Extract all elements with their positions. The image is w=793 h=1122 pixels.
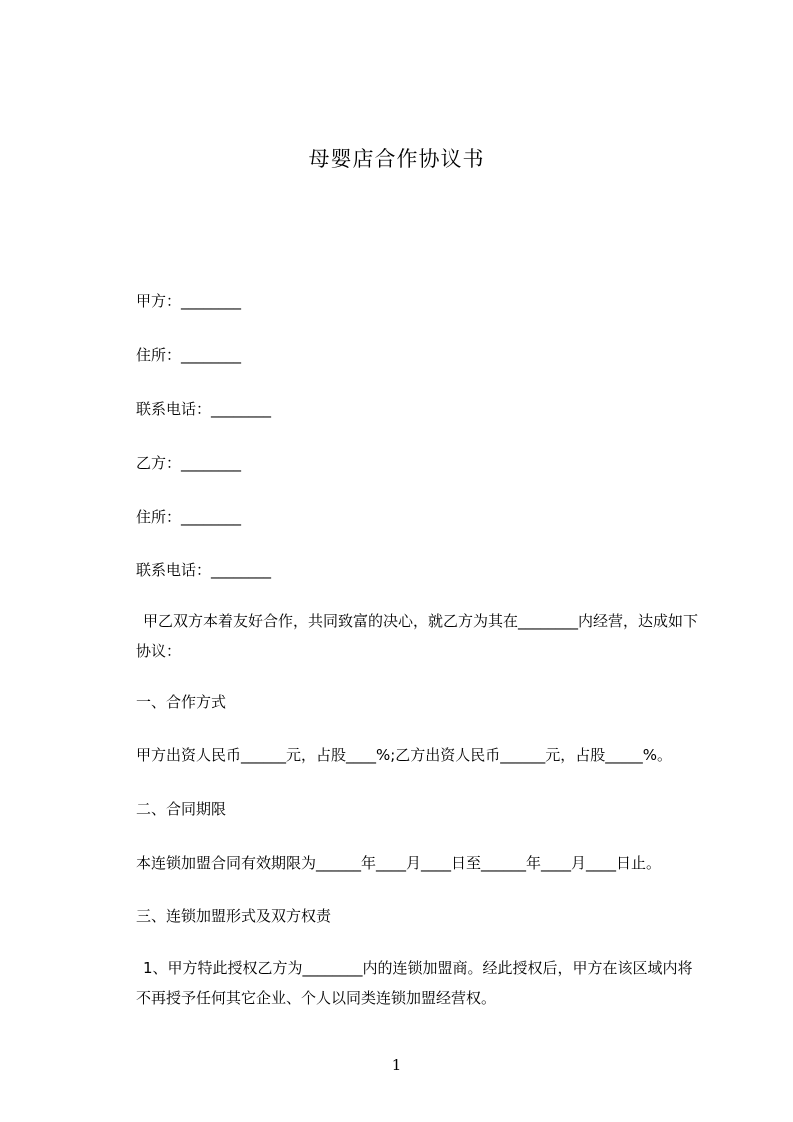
section-2-text: 本连锁加盟合同有效期限为______年____月____日至______年____月____日止。 bbox=[136, 854, 662, 872]
party-b-address: 住所：________ bbox=[136, 508, 242, 526]
section-1-text: 甲方出资人民币______元，占股____%;乙方出资人民币______元，占股_____%。 bbox=[136, 746, 673, 764]
section-3-heading: 三、连锁加盟形式及双方权责 bbox=[136, 907, 332, 925]
page-number: 1 bbox=[391, 1056, 402, 1074]
party-a-name: 甲方：________ bbox=[136, 292, 242, 310]
document-title: 母婴店合作协议书 bbox=[308, 147, 485, 171]
section-3-clause-1 bbox=[136, 953, 706, 1013]
intro-paragraph bbox=[136, 606, 706, 666]
intro-text: 甲乙双方本着友好合作，共同致富的决心，就乙方为其在________内经营，达成如下协议： bbox=[136, 612, 699, 660]
section-3-clause-1-text: 1、甲方特此授权乙方为________内的连锁加盟商。经此授权后，甲方在该区域内将不再授予任何其它企业、个人以同类连锁加盟经营权。 bbox=[136, 959, 693, 1007]
party-a-address: 住所：________ bbox=[136, 346, 242, 364]
section-2-heading: 二、合同期限 bbox=[136, 800, 227, 818]
party-b-phone: 联系电话：________ bbox=[136, 561, 272, 579]
party-b-name: 乙方：________ bbox=[136, 454, 242, 472]
party-a-phone: 联系电话：________ bbox=[136, 400, 272, 418]
section-1-heading: 一、合作方式 bbox=[136, 693, 227, 711]
